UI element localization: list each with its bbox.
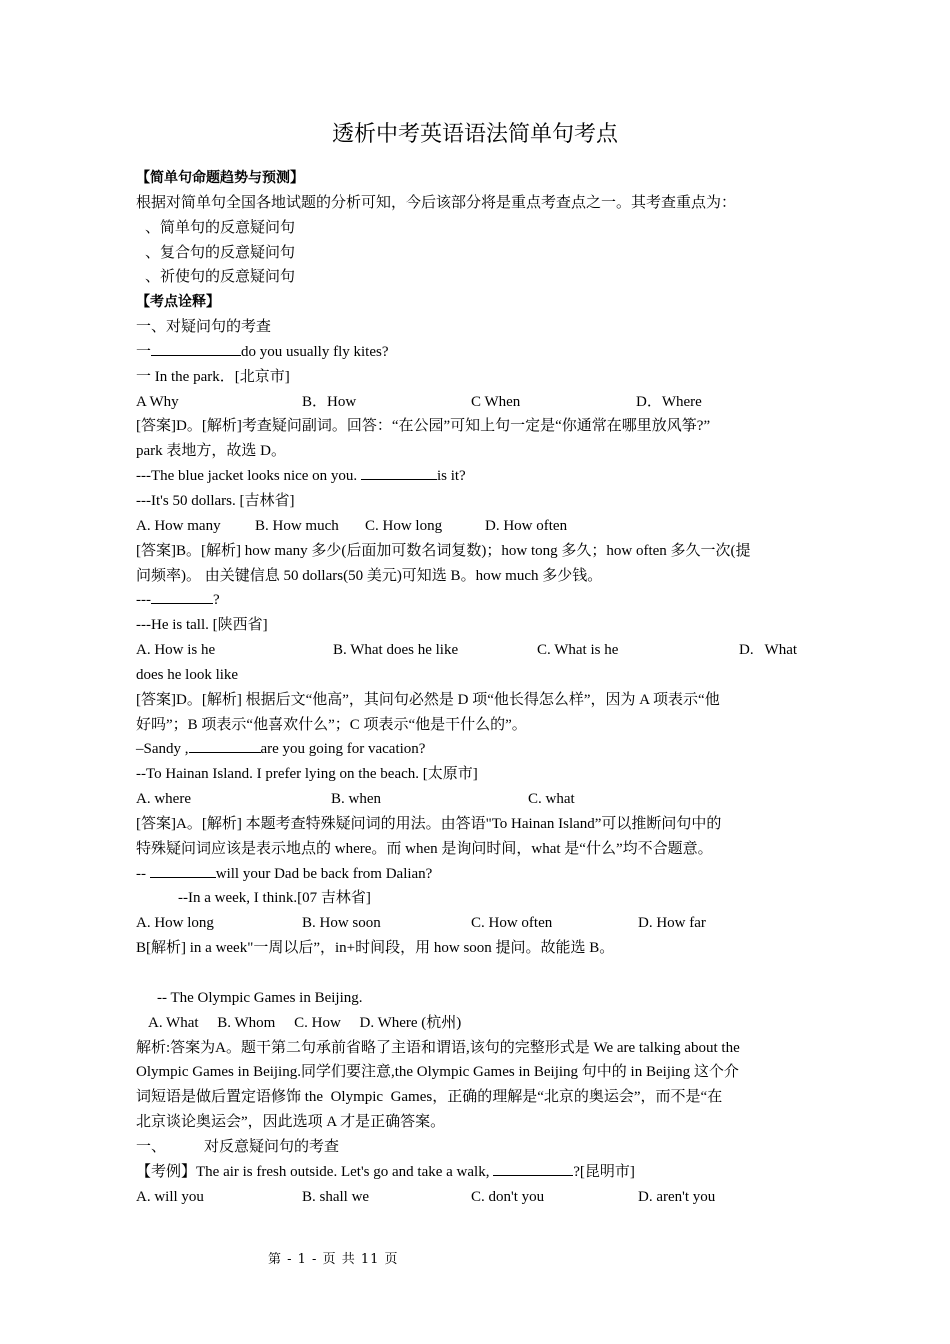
- option: C. What is he: [537, 642, 619, 659]
- option: B. How much: [255, 517, 339, 534]
- question-4-options: [136, 787, 808, 812]
- analysis-line: [答案]B。[解析] how many 多少(后面加可数名词复数)；how tong 多久；how often 多久一次(提: [136, 542, 751, 559]
- option: A. How is he: [136, 642, 216, 659]
- option: B. How soon: [302, 915, 381, 932]
- option: D. What: [739, 642, 798, 659]
- analysis-line: park 表地方，故选 D。: [136, 443, 286, 460]
- answer-blank: [189, 737, 261, 753]
- analysis-line: 词短语是做后置定语修饰 the Olympic Games，正确的理解是“北京的奥运会”，而不是“在: [136, 1089, 723, 1106]
- analysis-line: Olympic Games in Beijing.同学们要注意,the Olympic Games in Beijing 句中的 in Beijing 这个介: [136, 1064, 739, 1081]
- question-3-options: [136, 638, 808, 663]
- question-5: -- will your Dad be back from Dalian?: [136, 862, 808, 887]
- analysis-line: [答案]D。[解析] 根据后文“他高”，其问句必然是 D 项“他长得怎么样”，因为 A 项表示“他: [136, 691, 720, 708]
- page-footer: 第 - 1 - 页 共 11 页: [268, 1252, 399, 1267]
- list-item: 、复合句的反意疑问句: [145, 244, 296, 261]
- option: D. How often: [485, 517, 568, 534]
- question-4-reply: --To Hainan Island. I prefer lying on the beach. [太原市]: [136, 766, 478, 783]
- explain-header: 【考点诠释】: [136, 294, 220, 311]
- question-5-reply: --In a week, I think.[07 吉林省]: [178, 890, 371, 907]
- answer-blank: [151, 588, 213, 604]
- option: A. How many: [136, 517, 221, 534]
- option: D．Where: [636, 393, 702, 410]
- trend-header: 【简单句命题趋势与预测】: [136, 170, 304, 186]
- question-7: 【考例】The air is fresh outside. Let's go and take a walk, ?[昆明市]: [136, 1160, 808, 1185]
- question-3: --- ?: [136, 588, 808, 613]
- question-5-options: [136, 911, 808, 936]
- question-7-options: [136, 1185, 808, 1210]
- option: B. shall we: [302, 1188, 370, 1205]
- question-4: –Sandy , are you going for vacation?: [136, 737, 808, 762]
- trend-text: 根据对简单句全国各地试题的分析可知，今后该部分将是重点考查点之一。其考查重点为：: [136, 194, 737, 211]
- option-wrap: does he look like: [136, 666, 239, 683]
- option: C. How often: [471, 915, 553, 932]
- option: C. How long: [365, 517, 443, 534]
- question-1-options: [136, 390, 808, 415]
- option: B．How: [302, 393, 357, 410]
- analysis-line: [答案]D。[解析]考查疑问副词。回答：“在公园”可知上句一定是“你通常在哪里放风筝?”: [136, 418, 711, 435]
- question-2-reply: ---It's 50 dollars. [吉林省]: [136, 492, 295, 509]
- question-6-reply: -- The Olympic Games in Beijing.: [157, 989, 363, 1006]
- answer-blank: [361, 464, 437, 480]
- document-body: [136, 166, 808, 1209]
- option: A. How long: [136, 915, 214, 932]
- option: D. How far: [638, 915, 706, 932]
- analysis-line: 特殊疑问词应该是表示地点的 where。而 when 是询问时间，what 是“什么”均不合题意。: [136, 840, 713, 857]
- option: C When: [471, 393, 521, 410]
- option: B. What does he like: [333, 642, 459, 659]
- question-6-options: A. What B. Whom C. How D. Where (杭州): [148, 1014, 462, 1031]
- analysis-line: 北京谈论奥运会”，因此选项 A 才是正确答案。: [136, 1114, 446, 1131]
- option: D. aren't you: [638, 1188, 716, 1205]
- option: A. will you: [136, 1188, 204, 1205]
- analysis-line: 好吗”；B 项表示“他喜欢什么”；C 项表示“他是干什么的”。: [136, 716, 527, 733]
- answer-blank: [493, 1160, 573, 1176]
- question-3-reply: ---He is tall. [陕西省]: [136, 617, 268, 634]
- part1-heading: 一、对疑问句的考查: [136, 319, 272, 336]
- question-2: ---The blue jacket looks nice on you. is it?: [136, 464, 808, 489]
- question-1-reply: 一 In the park．[北京市]: [136, 368, 290, 385]
- list-item: 、祈使句的反意疑问句: [145, 269, 296, 286]
- option: B. when: [331, 791, 381, 808]
- page-title: 透析中考英语语法简单句考点: [331, 122, 618, 147]
- question-2-options: [136, 514, 808, 539]
- answer-blank: [151, 340, 241, 356]
- part2-heading: 一、 对反意疑问句的考查: [136, 1138, 340, 1155]
- option: C. don't you: [471, 1188, 545, 1205]
- question-1: 一 do you usually fly kites?: [136, 340, 808, 365]
- option: A. where: [136, 791, 191, 808]
- analysis-line: 解析:答案为A。题干第二句承前省略了主语和谓语,该句的完整形式是 We are talking about the: [136, 1039, 740, 1056]
- answer-blank: [150, 862, 216, 878]
- blank-line: [136, 961, 808, 986]
- analysis-line: 问频率)。 由关键信息 50 dollars(50 美元)可知选 B。how much 多少钱。: [136, 567, 603, 584]
- analysis-line: [答案]A。[解析] 本题考查特殊疑问词的用法。由答语"To Hainan Island”可以推断问句中的: [136, 815, 722, 832]
- list-item: 、简单句的反意疑问句: [145, 219, 296, 236]
- option: C. what: [528, 791, 575, 808]
- option: A Why: [136, 393, 179, 410]
- analysis-line: B[解析] in a week"一周以后”，in+时间段，用 how soon 提问。故能选 B。: [136, 940, 615, 957]
